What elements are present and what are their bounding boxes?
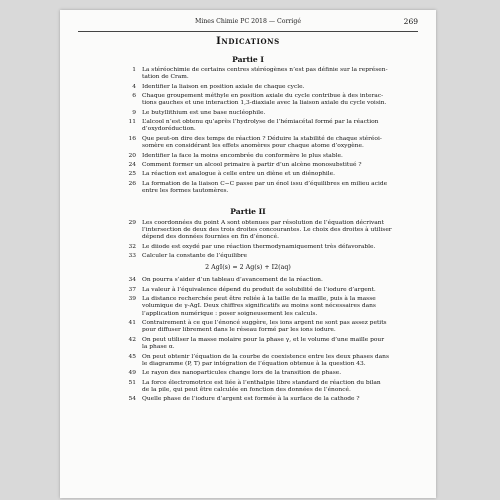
indication-text: La réaction est analogue à celle entre un diène et un diénophile. (142, 171, 336, 178)
indication-text: de la pile, qui peut être calculée en fonction des données de l’énoncé. (142, 386, 351, 393)
part-heading: Partie I (232, 55, 264, 64)
indication-text: Identifier la face la moins encombrée du conformère le plus stable. (142, 152, 343, 159)
indication-text: Chaque groupement méthyle en position axiale du cycle contribue à des interac- (142, 93, 384, 100)
document-page (60, 10, 436, 498)
indication-item (60, 110, 436, 119)
indication-item (60, 93, 436, 107)
indication-text: Les coordonnées du point A sont obtenues par résolution de l’équation décrivant (142, 219, 384, 226)
question-number: 1 (132, 67, 136, 73)
question-number: 24 (128, 162, 136, 168)
indication-text: Que peut-on dire des temps de réaction ? Déduire la stabilité de chaque stéréoi- (142, 135, 382, 142)
indication-item (60, 153, 436, 162)
question-number: 6 (132, 93, 136, 100)
question-number: 34 (128, 277, 136, 284)
question-number: 20 (128, 152, 136, 159)
indication-item (60, 180, 436, 195)
indication-text: Comment former un alcool primaire à partir d’un alcène monosubstitué ? (142, 162, 362, 168)
equation: 2 AgI(s) = 2 Ag(s) + I2(aq) (205, 264, 291, 272)
indication-text: l’intersection de deux des trois droites concourantes. Le choix des droites à utiliser (142, 226, 392, 233)
indication-text: On peut utiliser la masse molaire pour la phase γ, et le volume d’une maille pour (142, 336, 385, 343)
question-number: 11 (128, 119, 136, 126)
indication-text: La stéréochimie de certains centres stéréogènes n’est pas définie sur la représen- (142, 67, 388, 73)
indication-item (60, 244, 436, 253)
question-number: 9 (132, 109, 136, 116)
indication-text: entre les formes tautomères. (142, 188, 229, 195)
question-number: 32 (128, 243, 136, 250)
indication-item (60, 253, 436, 262)
question-number: 54 (128, 396, 136, 403)
indication-text: d’oxydoréduction. (142, 126, 196, 133)
indication-text: le diagramme (P, T) par intégration de l’équation obtenue à la question 43. (142, 360, 366, 367)
indication-text: pour diffuser librement dans le réseau formé par les ions iodure. (142, 327, 336, 334)
indication-item (60, 296, 436, 317)
part-heading: Partie II (230, 206, 266, 216)
indication-item (60, 162, 436, 171)
question-number: 25 (128, 171, 136, 178)
question-number: 16 (128, 135, 136, 142)
indication-text: Contrairement à ce que l’énoncé suggère, les ions argent ne sont pas assez petits (142, 320, 387, 327)
indication-item (60, 84, 436, 93)
indication-item (60, 320, 436, 334)
indication-text: On peut obtenir l’équation de la courbe de coexistence entre les deux phases dans (142, 353, 389, 360)
question-number: 4 (132, 83, 136, 90)
page-number: 269 (403, 17, 418, 26)
indication-text: Le diiode est oxydé par une réaction thermodynamiquement très défavorable. (142, 243, 376, 250)
question-number: 37 (128, 286, 136, 293)
question-number: 51 (128, 379, 136, 386)
page-title: Indications (216, 36, 280, 47)
indication-item (60, 353, 436, 367)
indication-text: La valeur à l’équivalence dépend du produit de solubilité de l’iodure d’argent. (142, 286, 376, 293)
indication-text: Le rayon des nanoparticules change lors de la transition de phase. (142, 370, 342, 377)
question-number: 41 (128, 320, 136, 327)
question-number: 39 (128, 296, 136, 303)
indication-text: Le butyllithium est une base nucléophile. (142, 109, 266, 116)
indication-text: La distance recherchée peut être reliée à la taille de la maille, puis à la masse (142, 296, 376, 303)
indication-text: Identifier la liaison en position axiale de chaque cycle. (142, 83, 305, 90)
indication-text: tions gauches et une interaction 1,3-diaxiale avec la liaison axiale du cycle voisin. (142, 100, 387, 107)
indication-item (60, 287, 436, 296)
page-header (78, 16, 418, 28)
header-rule (78, 31, 418, 32)
indication-text: La formation de la liaison C−C passe par un énol issu d’équilibres en milieu acide (142, 180, 388, 187)
question-number: 42 (128, 336, 136, 343)
indication-item (60, 171, 436, 180)
indication-text: On pourra s’aider d’un tableau d’avancement de la réaction. (142, 277, 323, 284)
indication-item (60, 379, 436, 393)
indication-text: la phase α. (142, 344, 175, 351)
question-number: 26 (128, 180, 136, 187)
indication-item (60, 67, 436, 81)
indication-item (60, 219, 436, 241)
indication-text: L’alcool n’est obtenu qu’après l’hydrolyse de l’hémiacétal formé par la réaction (142, 119, 379, 126)
indication-item (60, 370, 436, 379)
indication-text: dépend des données fournies en fin d’énoncé. (142, 234, 279, 241)
indication-item (60, 135, 436, 150)
indication-item (60, 277, 436, 286)
indication-text: l’application numérique : poser soigneusement les calculs. (142, 310, 318, 317)
indication-text: volumique de γ-AgI. Deux chiffres significatifs au moins sont nécessaires dans (142, 303, 376, 310)
indication-item (60, 396, 436, 405)
question-number: 45 (128, 353, 136, 360)
indication-text: somère en considérant les effets anomères pour chaque atome d’oxygène. (142, 143, 364, 150)
indication-text: Quelle phase de l’iodure d’argent est formée à la surface de la cathode ? (142, 396, 360, 403)
question-number: 33 (128, 252, 136, 259)
running-title: Mines Chimie PC 2018 — Corrigé (195, 18, 301, 25)
indication-item (60, 119, 436, 133)
indication-text: La force électromotrice est liée à l’enthalpie libre standard de réaction du bilan (142, 379, 381, 386)
question-number: 49 (128, 370, 136, 377)
indication-text: tation de Cram. (142, 74, 189, 81)
indication-text: Calculer la constante de l’équilibre (142, 252, 248, 259)
indication-item (60, 336, 436, 351)
question-number: 29 (128, 219, 136, 226)
